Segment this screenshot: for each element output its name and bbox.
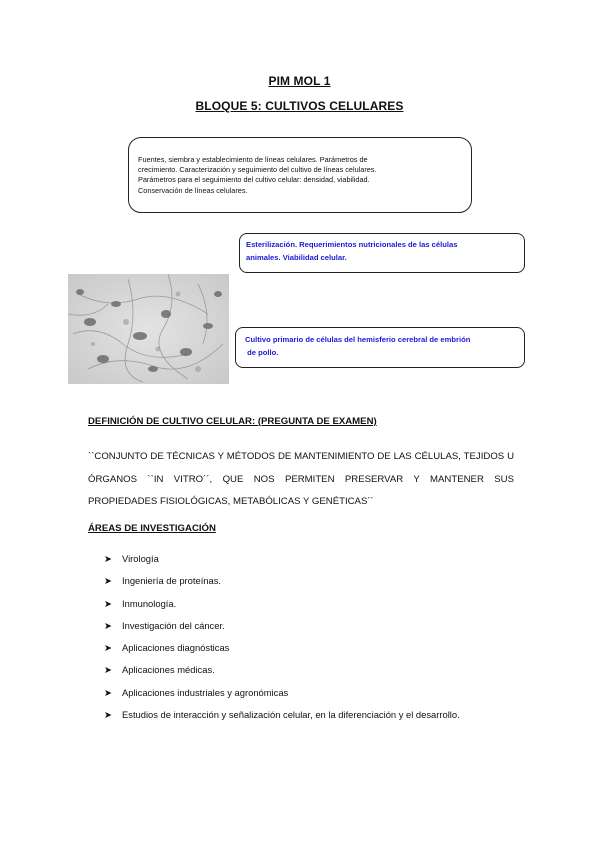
arrow-bullet-icon: ➤ (104, 553, 112, 564)
sterilization-callout (239, 233, 525, 273)
document-subtitle: BLOQUE 5: CULTIVOS CELULARES (195, 99, 404, 113)
list-item (104, 664, 460, 686)
list-item (104, 687, 460, 709)
callout-line: Cultivo primario de células del hemisferio cerebral de embrión (245, 335, 471, 344)
list-item (104, 709, 460, 731)
list-item-label: Investigación del cáncer. (122, 619, 225, 631)
topic-line: crecimiento. Caracterización y seguimiento del cultivo de líneas celulares. (138, 165, 377, 175)
arrow-bullet-icon: ➤ (104, 686, 112, 698)
list-item-label: Inmunología. (122, 597, 177, 609)
callout-line: Esterilización. Requerimientos nutricionales de las células (246, 240, 458, 249)
list-item-label: Aplicaciones industriales y agronómicas (122, 686, 289, 698)
list-item (104, 575, 460, 597)
research-areas-list (104, 553, 460, 731)
list-item (104, 642, 460, 664)
list-item-label: Estudios de interacción y señalización celular, en la diferenciación y el desarrollo. (122, 709, 460, 721)
micrograph-image (68, 274, 229, 384)
list-item-label: Aplicaciones diagnósticas (122, 642, 230, 654)
arrow-bullet-icon: ➤ (104, 619, 112, 631)
arrow-bullet-icon: ➤ (104, 642, 112, 654)
arrow-bullet-icon: ➤ (104, 664, 112, 676)
list-item (104, 598, 460, 620)
cell-culture-micrograph (68, 274, 229, 384)
arrow-bullet-icon: ➤ (104, 575, 112, 587)
callout-line: animales. Viabilidad celular. (246, 252, 347, 262)
arrow-bullet-icon: ➤ (104, 709, 112, 721)
definition-text: ``CONJUNTO DE TÉCNICAS Y MÉTODOS DE MANTENIMIENTO DE LAS CÉLULAS, TEJIDOS U ÓRGANOS ``IN VITRO´´, QUE NOS PERMITEN PRESERVAR Y MANTENER SUS PROPIEDADES FISIOLÓGICAS, METABÓLICAS Y GENÉTICAS´´ (88, 451, 514, 507)
topic-line: Parámetros para el seguimiento del cultivo celular: densidad, viabilidad. (138, 175, 370, 185)
list-item (104, 620, 460, 642)
list-item-label: Virología (122, 553, 159, 564)
definition-heading: DEFINICIÓN DE CULTIVO CELULAR: (PREGUNTA DE EXAMEN) (88, 416, 377, 427)
list-item (104, 553, 460, 575)
topic-line: Conservación de líneas celulares. (138, 185, 248, 195)
research-areas-heading: ÁREAS DE INVESTIGACIÓN (88, 523, 216, 534)
document-title: PIM MOL 1 (268, 74, 331, 88)
callout-line: de pollo. (245, 347, 279, 357)
topic-summary-box (128, 137, 472, 213)
list-item-label: Ingeniería de proteínas. (122, 575, 222, 587)
arrow-bullet-icon: ➤ (104, 597, 112, 609)
topic-line: Fuentes, siembra y establecimiento de líneas celulares. Parámetros de (138, 155, 368, 164)
list-item-label: Aplicaciones médicas. (122, 664, 215, 676)
primary-culture-callout (235, 327, 525, 368)
